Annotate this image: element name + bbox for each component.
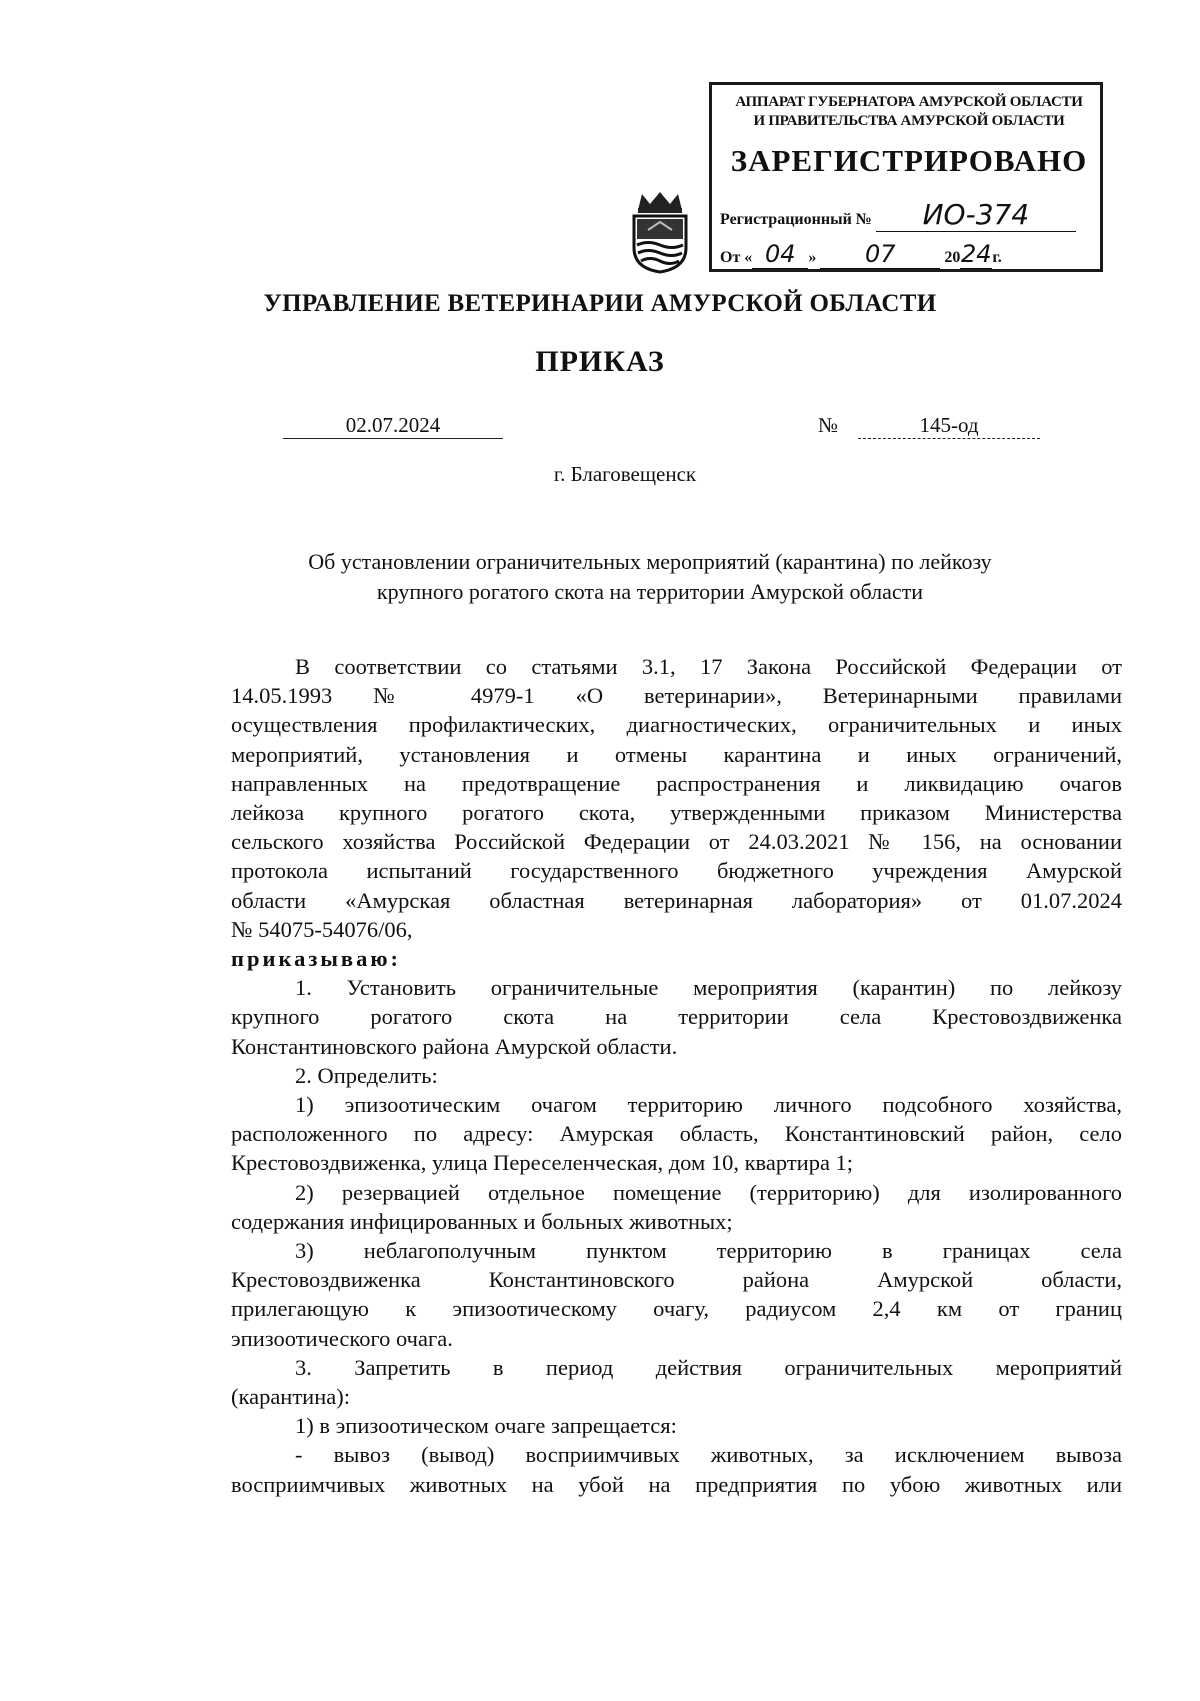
preamble-line: № 54075-54076/06, xyxy=(231,916,413,942)
order-item-line: прилегающую к эпизоотическому очагу, радиусом 2,4 км от границ xyxy=(231,1296,1122,1322)
stamp-title: ЗАРЕГИСТРИРОВАНО xyxy=(730,143,1088,178)
stamp-date-prefix: От « xyxy=(720,249,753,266)
preamble xyxy=(231,652,1122,944)
stamp-reg-value: ИО-374 xyxy=(876,198,1076,232)
order-item-line: 2) резервацией отдельное помещение (территорию) для изолированного xyxy=(295,1179,1122,1205)
order-item-line: содержания инфицированных и больных животных; xyxy=(231,1208,733,1234)
document-type: ПРИКАЗ xyxy=(535,345,665,378)
preamble-line: 14.05.1993 № 4979-1 «О ветеринарии», Ветеринарными правилами xyxy=(231,683,1122,709)
preamble-line: лейкоза крупного рогатого скота, утвержденными приказом Министерства xyxy=(231,800,1122,826)
preamble-line: направленных на предотвращение распространения и ликвидацию очагов xyxy=(231,770,1122,796)
number-sign: № xyxy=(818,413,839,437)
preamble-line: области «Амурская областная ветеринарная лаборатория» от 01.07.2024 xyxy=(231,887,1122,913)
stamp-year-unit: г. xyxy=(992,249,1002,266)
document-body xyxy=(231,652,1122,1499)
stamp-org-line-1: АППАРАТ ГУБЕРНАТОРА АМУРСКОЙ ОБЛАСТИ xyxy=(735,94,1083,110)
stamp-month: 07 xyxy=(820,240,940,269)
stamp-year-suffix: 24 xyxy=(961,240,992,268)
document-number: 145-од xyxy=(858,413,1040,439)
preamble-line: протокола испытаний государственного бюджетного учреждения Амурской xyxy=(231,858,1122,884)
order-item-line: крупного рогатого скота на территории села Крестовоздвиженка xyxy=(231,1004,1122,1030)
agency-name: УПРАВЛЕНИЕ ВЕТЕРИНАРИИ АМУРСКОЙ ОБЛАСТИ xyxy=(263,290,937,317)
stamp-day: 04 xyxy=(752,240,808,269)
order-item-line: Крестовоздвиженка Константиновского района Амурской области, xyxy=(231,1267,1122,1293)
stamp-registration-date xyxy=(720,240,1002,269)
order-item-line: (карантина): xyxy=(231,1384,350,1410)
order-item-line: восприимчивых животных на убой на предприятия по убою животных или xyxy=(231,1471,1122,1497)
order-item-line: 2. Определить: xyxy=(295,1062,438,1088)
document-subject xyxy=(250,547,1050,607)
stamp-org-line-2: И ПРАВИТЕЛЬСТВА АМУРСКОЙ ОБЛАСТИ xyxy=(753,113,1065,129)
stamp-year-prefix: 20 xyxy=(944,249,961,266)
preamble-line: сельского хозяйства Российской Федерации от 24.03.2021 № 156, на основании xyxy=(231,829,1122,855)
stamp-registration-number xyxy=(720,198,1076,232)
amur-coat-of-arms-icon xyxy=(628,190,692,274)
order-item-line: эпизоотического очага. xyxy=(231,1325,453,1351)
stamp-reg-label: Регистрационный № xyxy=(720,211,872,228)
subject-line-1: Об установлении ограничительных мероприятий (карантина) по лейкозу xyxy=(308,549,992,574)
order-item-line: Крестовоздвиженка, улица Переселенческая, дом 10, квартира 1; xyxy=(231,1150,854,1176)
order-word: приказываю: xyxy=(231,946,402,972)
document-city: г. Благовещенск xyxy=(553,462,697,486)
order-item-line: расположенного по адресу: Амурская область, Константиновский район, село xyxy=(231,1121,1122,1147)
subject-line-2: крупного рогатого скота на территории Амурской области xyxy=(376,579,924,604)
order-item-line: 3) неблагополучным пунктом территорию в границах села xyxy=(295,1238,1122,1264)
order-item-line: - вывоз (вывод) восприимчивых животных, за исключением вывоза xyxy=(295,1442,1122,1468)
order-items xyxy=(231,973,1122,1499)
document-date: 02.07.2024 xyxy=(283,413,503,439)
stamp-day-close: » xyxy=(808,249,817,266)
order-item-line: Константиновского района Амурской области. xyxy=(231,1033,678,1059)
registration-stamp xyxy=(709,82,1103,272)
order-item-line: 1) в эпизоотическом очаге запрещается: xyxy=(295,1413,677,1439)
preamble-line: В соответствии со статьями 3.1, 17 Закона Российской Федерации от xyxy=(295,654,1122,679)
preamble-line: мероприятий, установления и отмены карантина и иных ограничений, xyxy=(231,741,1122,767)
preamble-line: осуществления профилактических, диагностических, ограничительных и иных xyxy=(231,712,1122,738)
stamp-organization xyxy=(720,93,1098,131)
order-item-line: 3. Запретить в период действия ограничительных мероприятий xyxy=(295,1354,1122,1380)
order-item-line: 1) эпизоотическим очагом территорию личного подсобного хозяйства, xyxy=(295,1092,1122,1118)
order-item-line: 1. Установить ограничительные мероприятия (карантин) по лейкозу xyxy=(295,975,1122,1001)
